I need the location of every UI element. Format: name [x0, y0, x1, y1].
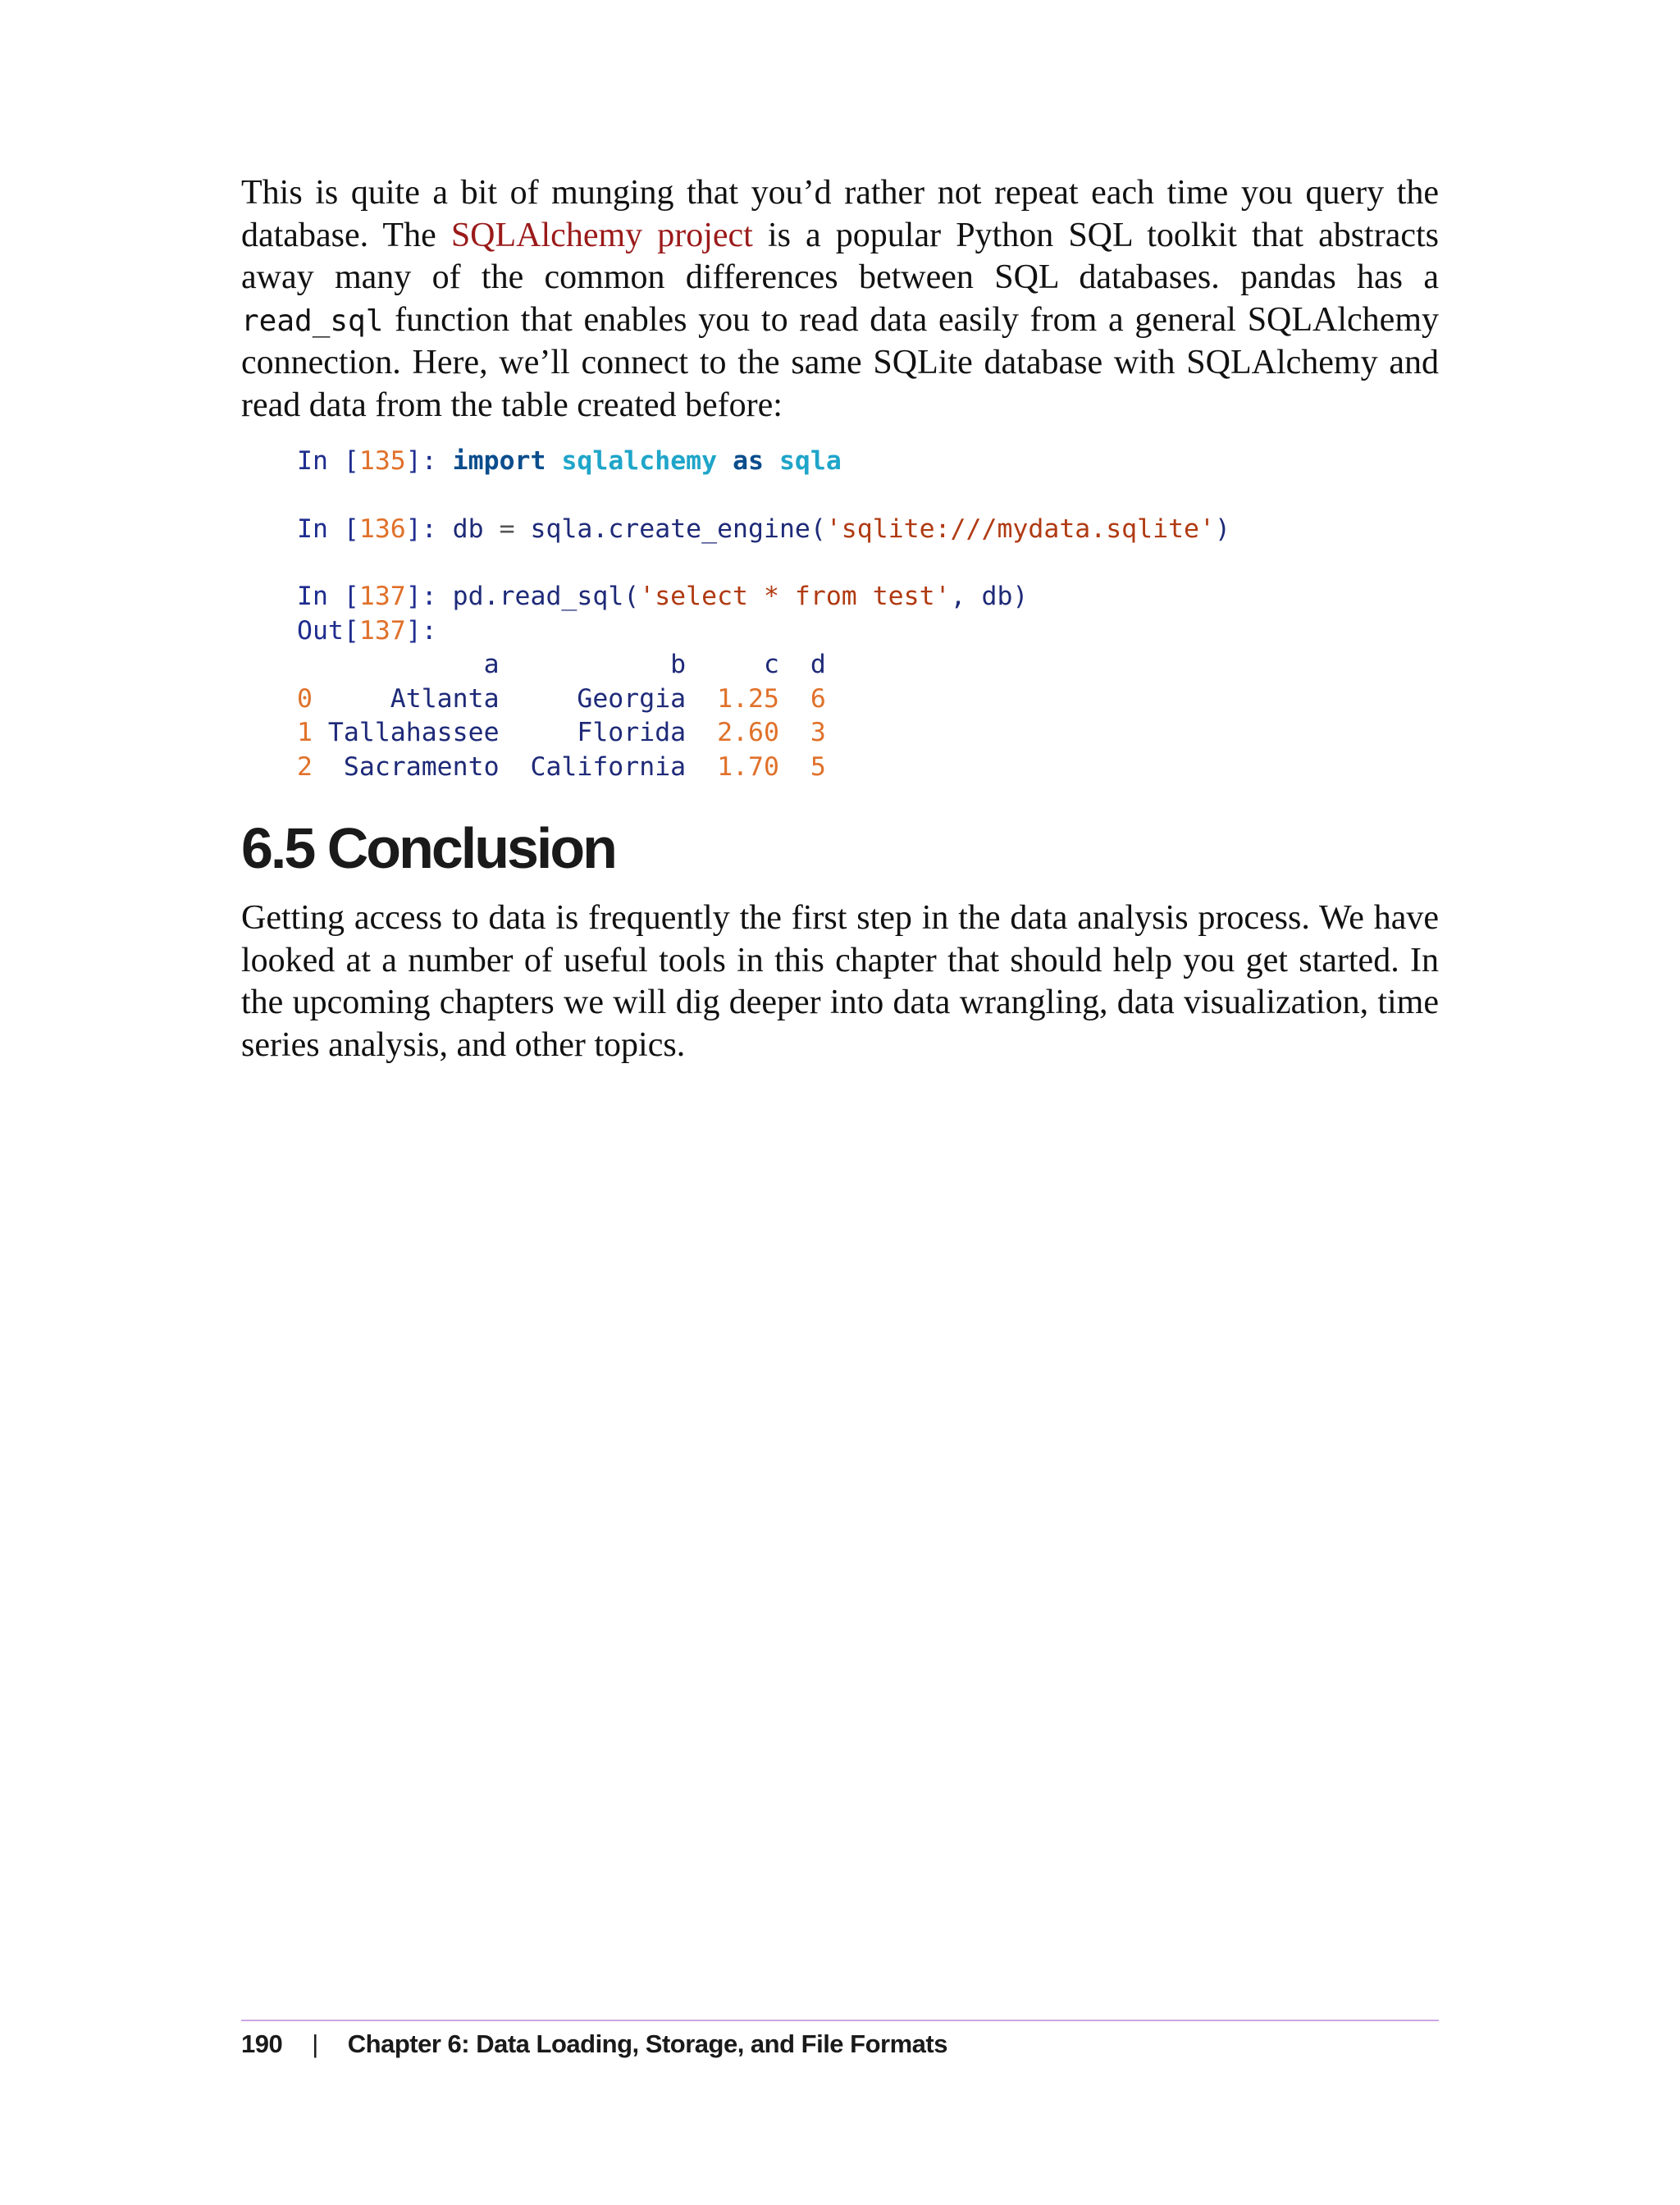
prompt-number: 135 — [358, 446, 406, 476]
cell-c: 2.60 — [717, 718, 779, 747]
page-number: 190 — [241, 2029, 283, 2058]
cell-d: 3 — [810, 718, 826, 747]
cell-c: 1.70 — [717, 751, 779, 782]
chapter-title: Chapter 6: Data Loading, Storage, and File Formats — [347, 2029, 947, 2058]
cell-a: Sacramento — [312, 751, 500, 782]
in-prompt: In [ — [297, 582, 359, 611]
prompt-close: ]: — [405, 514, 453, 544]
footer-separator: | — [312, 2029, 318, 2058]
row-index: 0 — [297, 683, 313, 714]
code-cell-137 — [241, 580, 1439, 784]
as-keyword: as — [733, 446, 764, 476]
cell-a: Tallahassee — [312, 718, 500, 747]
import-keyword: import — [452, 446, 546, 476]
out-prompt: Out[ — [297, 615, 359, 646]
intro-text-1: This is quite a bit of munging that you’d rather not repeat each time you query the database. The — [241, 174, 1439, 254]
assign-operator: = — [499, 514, 515, 544]
variable-db: db — [452, 514, 484, 544]
in-prompt: In [ — [297, 514, 359, 544]
cell-d: 5 — [810, 751, 826, 782]
cell-b: Florida — [499, 718, 687, 747]
function-call: pd.read_sql( — [452, 582, 640, 611]
in-prompt: In [ — [297, 446, 359, 476]
module-alias: sqla — [778, 446, 842, 476]
out-prompt-close: ]: — [405, 615, 437, 646]
page-footer — [241, 2029, 947, 2059]
page-content — [241, 172, 1439, 1066]
code-cell-135 — [241, 445, 1439, 479]
cell-c: 1.25 — [717, 683, 779, 714]
cell-b: Georgia — [499, 683, 687, 714]
footer-divider — [241, 2020, 1439, 2021]
prompt-close: ]: — [405, 582, 453, 611]
section-heading: 6.5 Conclusion — [241, 816, 615, 880]
read-sql-inline-code: read_sql — [241, 304, 384, 338]
string-argument: 'sqlite:///mydata.sqlite' — [825, 514, 1215, 544]
module-name: sqlalchemy — [561, 446, 718, 476]
table-row — [297, 684, 826, 714]
function-call: sqla.create_engine( — [530, 514, 826, 544]
cell-d: 6 — [810, 683, 826, 714]
table-row — [297, 718, 826, 747]
intro-text-3: function that enables you to read data easily from a general SQLAlchemy connection. Here, we’ll connect to the same SQLite database with SQLAlchemy and read data from the table created before: — [241, 300, 1439, 424]
prompt-number: 136 — [358, 514, 406, 544]
out-prompt-number: 137 — [358, 615, 406, 646]
call-rest: , db) — [950, 582, 1029, 611]
table-row — [297, 752, 826, 782]
row-index: 2 — [297, 751, 313, 782]
intro-paragraph — [241, 172, 1439, 427]
cell-a: Atlanta — [312, 683, 500, 714]
string-argument: 'select * from test' — [639, 582, 951, 611]
sqlalchemy-project-link[interactable]: SQLAlchemy project — [450, 216, 753, 254]
conclusion-paragraph: Getting access to data is frequently the first step in the data analysis process. We have looked at a number of useful tools in this chapter that should help you get started. In the upcoming chapters we will dig deeper into data wrangling, data visualization, time series analysis, and other topics. — [241, 899, 1439, 1064]
cell-b: California — [499, 751, 687, 782]
row-index: 1 — [297, 718, 313, 747]
call-close: ) — [1214, 514, 1230, 544]
table-header: a b c d — [297, 650, 826, 679]
prompt-close: ]: — [405, 446, 453, 476]
code-cell-136 — [241, 513, 1439, 547]
intro-text-2: is a popular Python SQL toolkit that abstracts away many of the common differences between SQL databases. pandas has a — [241, 216, 1440, 296]
prompt-number: 137 — [358, 582, 406, 611]
